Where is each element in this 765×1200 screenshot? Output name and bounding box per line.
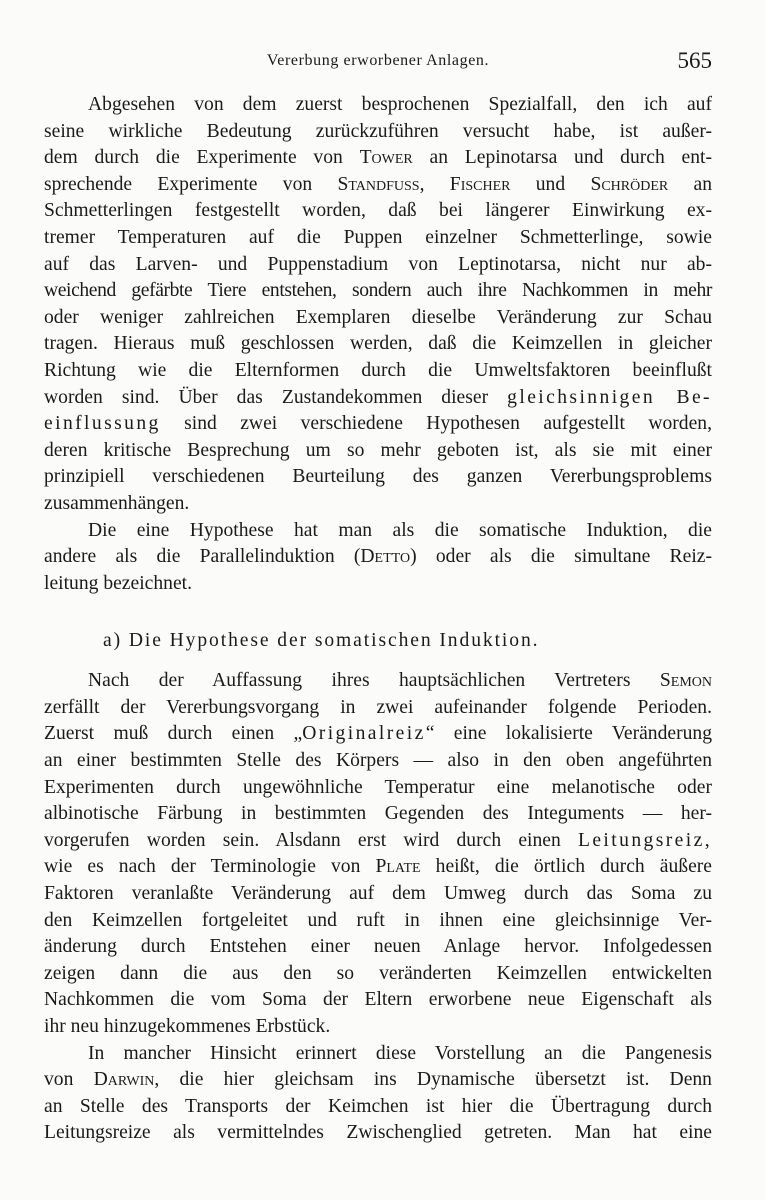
author-name: Semon	[659, 670, 712, 692]
text-line: Experimenten durch ungewöhnliche Temperatur eine melanotische oder	[44, 776, 712, 798]
text-line: leitung bezeichnet.	[44, 572, 192, 594]
text-line: dem durch die Experimente von Tower an Lepinotarsa und durch ent-	[44, 147, 712, 169]
text-line: Nachkommen die vom Soma der Eltern erworbene neue Eigenschaft als	[44, 989, 712, 1011]
page-header	[44, 48, 712, 88]
text-line: auf das Larven- und Puppenstadium von Leptinotarsa, nicht nur ab-	[44, 253, 712, 275]
text-line: seine wirkliche Bedeutung zurückzuführen versucht habe, ist außer-	[44, 120, 712, 142]
spaced-emphasis: einflussung	[44, 413, 161, 435]
text-line: wie es nach der Terminologie von Plate heißt, die örtlich durch äußere	[44, 856, 712, 878]
text-line: Schmetterlingen festgestellt worden, daß bei längerer Einwirkung ex-	[44, 200, 712, 222]
author-name: Plate	[375, 856, 421, 878]
author-name: Detto	[360, 546, 411, 568]
text-line: In mancher Hinsicht erinnert diese Vorstellung an die Pangenesis	[88, 1042, 712, 1064]
text-line: Leitungsreize als vermittelndes Zwischenglied getreten. Man hat eine	[44, 1122, 712, 1144]
text-line: Abgesehen von dem zuerst besprochenen Spezialfall, den ich auf	[88, 94, 712, 115]
text-line: zeigen dann die aus den so veränderten Keimzellen entwickelten	[44, 962, 712, 984]
paragraph-2	[44, 518, 712, 598]
text-line: einflussung sind zwei verschiedene Hypothesen aufgestellt worden,	[44, 413, 712, 435]
text-line: tremer Temperaturen auf die Puppen einzelner Schmetterlinge, sowie	[44, 226, 712, 248]
text-line: Faktoren veranlaßte Veränderung auf dem Umweg durch das Soma zu	[44, 883, 712, 905]
text-line: weichend gefärbte Tiere entstehen, sondern auch ihre Nachkommen in mehr	[44, 280, 712, 302]
text-line: änderung durch Entstehen einer neuen Anlage hervor. Infolgedessen	[44, 936, 712, 958]
text-line: den Keimzellen fortgeleitet und ruft in ihnen eine gleichsinnige Ver-	[44, 909, 712, 931]
text-line: Die eine Hypothese hat man als die somatische Induktion, die	[88, 519, 712, 541]
text-line: tragen. Hieraus muß geschlossen werden, daß die Keimzellen in gleicher	[44, 333, 712, 355]
text-line: an Stelle des Transports der Keimchen ist hier die Übertragung durch	[44, 1095, 712, 1117]
text-line: vorgerufen worden sein. Alsdann erst wird durch einen Leitungsreiz,	[44, 829, 712, 851]
text-line: ihr neu hinzugekommenes Erbstück.	[44, 1016, 331, 1037]
text-line: zerfällt der Vererbungsvorgang in zwei aufeinander folgende Perioden.	[44, 696, 712, 718]
paragraph-1	[44, 92, 712, 518]
section-heading: a) Die Hypothese der somatischen Induktion.	[103, 630, 540, 652]
paragraph-3	[44, 668, 712, 1040]
spaced-emphasis: Leitungsreiz,	[577, 829, 712, 851]
author-name: Darwin	[93, 1069, 155, 1091]
author-name: Standfuss	[337, 173, 420, 195]
author-name: Schröder	[590, 173, 669, 195]
body-text	[44, 92, 712, 1147]
spaced-emphasis: gleichsinnigen Be-	[507, 386, 712, 408]
running-title: Vererbung erworbener Anlagen.	[266, 52, 490, 69]
text-line: Nach der Auffassung ihres hauptsächlichen Vertreters Semon	[88, 670, 712, 692]
author-name: Fischer	[449, 173, 511, 195]
text-line: sprechende Experimente von Standfuss, Fischer und Schröder an	[44, 173, 713, 195]
author-name: Tower	[359, 147, 413, 169]
text-line: von Darwin, die hier gleichsam ins Dynamische übersetzt ist. Denn	[44, 1069, 712, 1091]
text-line: deren kritische Besprechung um so mehr geboten ist, als sie mit einer	[44, 439, 712, 461]
text-line: prinzipiell verschiedenen Beurteilung des ganzen Vererbungsproblems	[44, 466, 712, 488]
text-line: Richtung wie die Elternformen durch die Umweltsfaktoren beeinflußt	[44, 359, 712, 381]
text-line: zusammenhängen.	[44, 492, 190, 514]
page-number: 565	[677, 48, 712, 73]
spaced-emphasis: Originalreiz	[302, 723, 426, 745]
text-line: worden sind. Über das Zustandekommen dieser gleichsinnigen Be-	[44, 386, 712, 408]
text-line: albinotische Färbung in bestimmten Gegenden des Integuments — her-	[44, 803, 712, 825]
text-line: Zuerst muß durch einen „Originalreiz“ eine lokalisierte Veränderung	[44, 723, 712, 745]
text-line: an einer bestimmten Stelle des Körpers — also in den oben angeführten	[44, 750, 712, 772]
text-line: andere als die Parallelinduktion (Detto) oder als die simultane Reiz-	[44, 546, 712, 568]
paragraph-4	[44, 1041, 712, 1147]
text-line: oder weniger zahlreichen Exemplaren dieselbe Veränderung zur Schau	[44, 306, 712, 328]
